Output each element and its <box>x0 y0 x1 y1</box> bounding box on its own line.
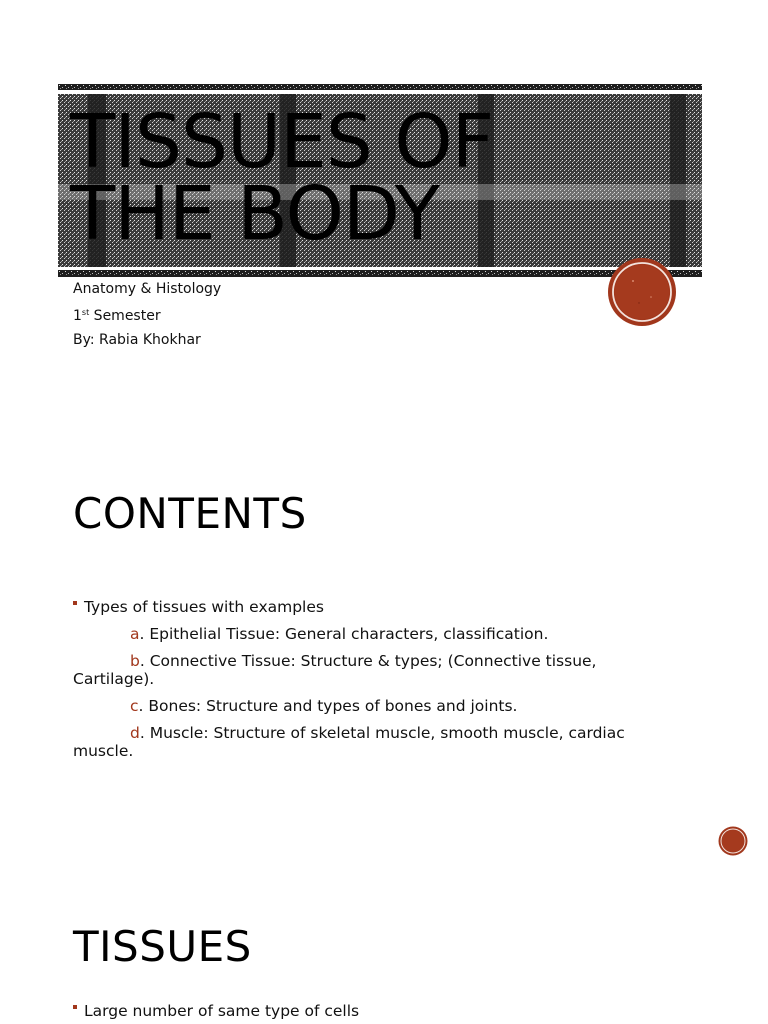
presentation-title <box>70 99 494 257</box>
title-line-1: TISSUES OF <box>70 99 494 185</box>
list-item <box>73 652 673 688</box>
semester-word: Semester <box>89 308 161 324</box>
tissues-heading: TISSUES <box>73 922 252 971</box>
author-line: By: Rabia Khokhar <box>73 332 201 348</box>
square-bullet-icon <box>73 601 77 605</box>
item-letter: a <box>130 625 140 643</box>
item-text: . Epithelial Tissue: General characters, classification. <box>139 625 549 643</box>
list-item <box>73 697 673 715</box>
semester-line <box>73 301 221 328</box>
semester-number: 1 <box>73 308 82 324</box>
item-text: . Bones: Structure and types of bones and joints. <box>138 697 518 715</box>
item-letter: b <box>130 652 140 670</box>
tissues-list <box>73 1002 673 1024</box>
list-item <box>73 1002 673 1020</box>
bullet-text: Types of tissues with examples <box>84 598 324 616</box>
item-text: . Muscle: Structure of skeletal muscle, smooth muscle, cardiac muscle. <box>73 724 625 760</box>
bullet-text: Large number of same type of cells <box>84 1002 360 1020</box>
subtitle-block <box>73 277 221 352</box>
semester-suffix: st <box>81 308 90 317</box>
circle-badge-icon <box>718 826 748 856</box>
course-name: Anatomy & Histology <box>73 281 222 297</box>
contents-heading: CONTENTS <box>73 489 307 538</box>
list-item <box>73 598 673 616</box>
contents-list <box>73 598 673 769</box>
circle-badge-icon <box>607 257 677 327</box>
list-item <box>73 724 673 760</box>
list-item <box>73 625 673 643</box>
item-letter: d <box>130 724 140 742</box>
item-letter: c <box>130 697 139 715</box>
title-line-2: THE BODY <box>70 171 439 257</box>
item-text: . Connective Tissue: Structure & types; (Connective tissue, Cartilage). <box>73 652 597 688</box>
square-bullet-icon <box>73 1005 77 1009</box>
